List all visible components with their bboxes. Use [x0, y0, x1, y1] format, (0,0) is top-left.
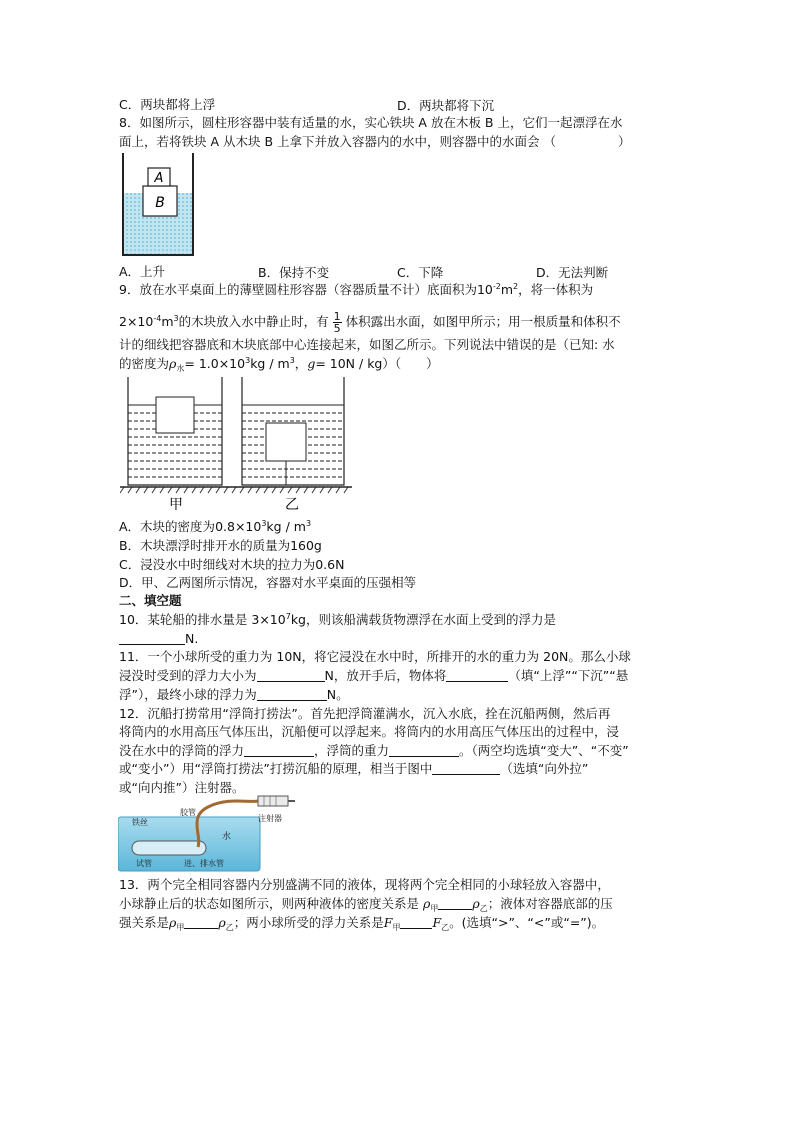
- label-yi: 乙: [285, 497, 299, 513]
- fraction-one-fifth: $\frac{1}{5}$: [333, 310, 341, 335]
- q9-containers-figure: [120, 377, 352, 513]
- q10-stem-line2: N.: [119, 630, 198, 647]
- syringe: [258, 796, 288, 806]
- q8-option-c: C．下降: [397, 265, 444, 280]
- q13-stem-line1: 13．两个完全相同容器内分别盛满不同的液体，现将两个完全相同的小球轻放入容器中，: [119, 877, 610, 892]
- q8-stem-line2: 面上，若将铁块 A 从木块 B 上拿下并放入容器内的水中，则容器中的水面会 （ ）: [119, 134, 631, 149]
- answer-blank[interactable]: [438, 897, 472, 910]
- q13-stem-line3: 强关系是$\rho_甲$ $\rho_乙$；两小球所受的浮力关系是$F_甲$ $F_乙$。(选填“>”、“<”或“=”)。: [119, 915, 605, 932]
- q12-stem-line3: 没在水中的浮筒的浮力 ，浮筒的重力 。（两空均选填“变大”、“不变”: [119, 743, 629, 758]
- q8-stem-line1: 8．如图所示，圆柱形容器中装有适量的水，实心铁块 A 放在木板 B 上，它们一起漂浮在水: [119, 115, 623, 130]
- label-b: B: [155, 195, 165, 211]
- answer-blank[interactable]: [244, 744, 314, 757]
- label-jia: 甲: [169, 497, 183, 513]
- label-wire: 铁丝: [132, 818, 148, 827]
- q12-salvage-figure: [118, 795, 296, 873]
- q11-stem-line2: 浸没时受到的浮力大小为 N，放开手后，物体将 （填“上浮”“下沉”“悬: [119, 668, 629, 683]
- q9-stem-line1: 9．放在水平桌面上的薄壁圆柱形容器（容器质量不计）底面积为$10^{-2}m^2$，将一体积为: [119, 282, 594, 297]
- answer-blank[interactable]: [257, 669, 325, 682]
- answer-blank[interactable]: [119, 632, 185, 645]
- answer-blank[interactable]: [389, 744, 459, 757]
- label-test-tube: 试管: [136, 859, 152, 868]
- q9-option-d: D．甲、乙两图所示情况，容器对水平桌面的压强相等: [119, 575, 417, 590]
- q10-stem-line1: 10．某轮船的排水量是 $3\times 10^7kg$，则该船满载货物漂浮在水面上受到的浮力是: [119, 612, 556, 627]
- label-a: A: [154, 171, 164, 186]
- q12-stem-line1: 12．沉船打捞常用“浮筒打捞法”。首先把浮筒灌满水，沉入水底，拴在沉船两侧，然后再: [119, 706, 611, 721]
- q9-option-b: B．木块漂浮时排开水的质量为160g: [119, 538, 322, 553]
- answer-blank[interactable]: [432, 762, 500, 775]
- wood-block-yi: [266, 423, 306, 461]
- container-yi: [242, 377, 344, 485]
- q7-option-c: C．两块都将上浮: [119, 97, 216, 112]
- q8-option-d: D．无法判断: [536, 265, 609, 280]
- q9-option-c: C．浸没水中时细线对木块的拉力为0.6N: [119, 557, 345, 572]
- wood-block-jia: [156, 397, 194, 433]
- answer-blank[interactable]: [400, 916, 432, 929]
- q13-stem-line2: 小球静止后的状态如图所示，则两种液体的密度关系是 $\rho_甲$ $\rho_乙$；液体对容器底部的压: [119, 896, 613, 913]
- section-heading-fill-in: 二、填空题: [119, 593, 182, 608]
- label-water: 水: [222, 832, 232, 842]
- q8-option-b: B．保持不变: [258, 265, 330, 280]
- q7-option-d: D．两块都将下沉: [397, 98, 495, 113]
- answer-blank[interactable]: [184, 916, 218, 929]
- q8-option-a: A．上升: [119, 264, 166, 279]
- q12-stem-line2: 将筒内的水用高压气体压出，沉船便可以浮起来。将筒内的水用高压气体压出的过程中，浸: [119, 724, 620, 739]
- answer-blank[interactable]: [257, 688, 327, 701]
- label-drain-pipe: 进、排水管: [184, 859, 224, 868]
- container-jia: [128, 377, 222, 485]
- q11-stem-line1: 11．一个小球所受的重力为 10N，将它浸没在水中时，所排开的水的重力为 20N。那么小球: [119, 649, 631, 664]
- test-tube: [132, 841, 206, 855]
- q9-stem-line2: $2\times 10^{-4}m^3$的木块放入水中静止时，有 $\frac{1}{5}$ 体积露出水面，如图甲所示；用一根质量和体积不: [119, 310, 621, 335]
- q11-stem-line3: 浮”），最终小球的浮力为 N。: [119, 687, 349, 702]
- q8-container-figure: [122, 153, 194, 257]
- q9-stem-line3: 计的细线把容器底和木块底部中心连接起来，如图乙所示。下列说法中错误的是（已知: 水: [119, 337, 615, 352]
- q12-stem-line5: 或“向内推”）注射器。: [119, 780, 245, 795]
- label-tube: 胶管: [180, 808, 196, 817]
- answer-blank[interactable]: [446, 669, 508, 682]
- q9-option-a: A．木块的密度为$0.8\times 10^3kg / m^3$: [119, 519, 312, 534]
- label-syringe: 注射器: [258, 814, 282, 823]
- q9-stem-line4: 的密度为$\rho_水= 1.0\times 10^3kg / m^3$，g= 10N / kg）（ ）: [119, 356, 439, 373]
- q12-stem-line4: 或“变小”）用“浮筒打捞法”打捞沉船的原理，相当于图中 （选填“向外拉”: [119, 761, 589, 776]
